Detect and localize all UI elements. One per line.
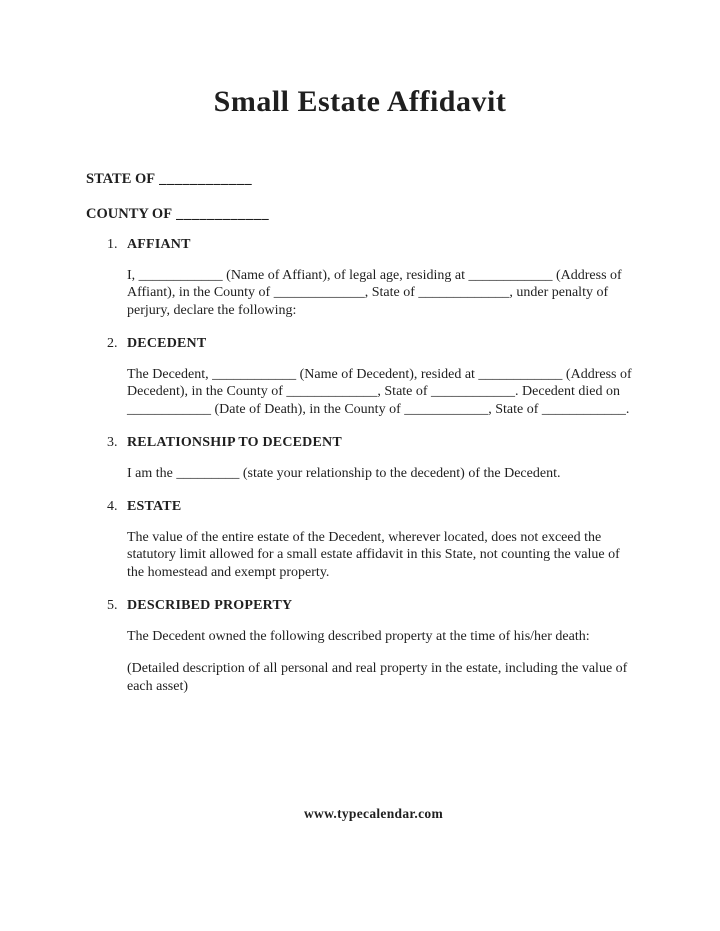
section-decedent xyxy=(107,335,640,418)
paragraph-line: Affiant), in the County of _____________, State of _____________, under penalty of xyxy=(127,285,609,300)
state-of-blank: ____________ xyxy=(159,171,253,187)
section-relationship-to-decedent xyxy=(107,434,640,482)
paragraph xyxy=(127,366,640,419)
section-number: 4. xyxy=(107,499,118,514)
section-number: 1. xyxy=(107,237,118,252)
jurisdiction-header xyxy=(86,170,720,224)
section-text xyxy=(127,465,640,483)
section-heading: DECEDENT xyxy=(127,336,207,351)
paragraph-line: The value of the entire estate of the Decedent, wherever located, does not exceed the xyxy=(127,529,602,545)
section-text xyxy=(127,267,640,320)
paragraph xyxy=(127,267,640,320)
section-described-property xyxy=(107,597,640,695)
page-title: Small Estate Affidavit xyxy=(213,85,507,118)
section-text xyxy=(127,366,640,419)
paragraph-line: each asset) xyxy=(127,678,189,694)
section-estate xyxy=(107,498,640,581)
paragraph-line: perjury, declare the following: xyxy=(127,302,297,318)
section-number: 5. xyxy=(107,598,118,613)
paragraph-line: The Decedent, ____________ (Name of Decedent), resided at ____________ (Address of xyxy=(127,366,632,382)
paragraph-line: I am the _________ (state your relationship to the decedent) of the Decedent. xyxy=(127,465,561,481)
document-body xyxy=(107,236,640,695)
section-number: 3. xyxy=(107,435,118,450)
section-heading-row xyxy=(107,498,640,516)
paragraph-line: Decedent), in the County of _____________, State of ____________. Decedent died on xyxy=(127,384,621,399)
county-of-label: COUNTY OF xyxy=(86,206,173,222)
section-text xyxy=(127,529,640,582)
section-heading-row xyxy=(107,597,640,615)
footer-website-url: www.typecalendar.com xyxy=(304,806,443,821)
section-heading: ESTATE xyxy=(127,499,182,514)
paragraph-line: ____________ (Date of Death), in the County of ____________, State of ____________. xyxy=(127,401,630,417)
section-text xyxy=(127,628,640,696)
paragraph-line: statutory limit allowed for a small estate affidavit in this State, not counting the value of xyxy=(127,547,620,562)
county-of-blank: ____________ xyxy=(176,206,270,222)
section-heading-row xyxy=(107,434,640,452)
section-number: 2. xyxy=(107,336,118,351)
section-affiant xyxy=(107,236,640,319)
section-heading: AFFIANT xyxy=(127,237,191,252)
paragraph-line: I, ____________ (Name of Affiant), of legal age, residing at ____________ (Address of xyxy=(127,267,622,283)
section-heading: RELATIONSHIP TO DECEDENT xyxy=(127,435,342,450)
state-of-label: STATE OF xyxy=(86,171,156,187)
state-of-field xyxy=(86,170,720,189)
paragraph-line: (Detailed description of all personal and real property in the estate, including the value of xyxy=(127,661,628,676)
section-heading: DESCRIBED PROPERTY xyxy=(127,598,293,613)
paragraph xyxy=(127,660,640,695)
county-of-field xyxy=(86,205,720,224)
paragraph-line: the homestead and exempt property. xyxy=(127,564,330,580)
paragraph xyxy=(127,529,640,582)
section-heading-row xyxy=(107,335,640,353)
paragraph-line: The Decedent owned the following described property at the time of his/her death: xyxy=(127,628,590,644)
section-heading-row xyxy=(107,236,640,254)
paragraph xyxy=(127,465,640,483)
paragraph xyxy=(127,628,640,646)
